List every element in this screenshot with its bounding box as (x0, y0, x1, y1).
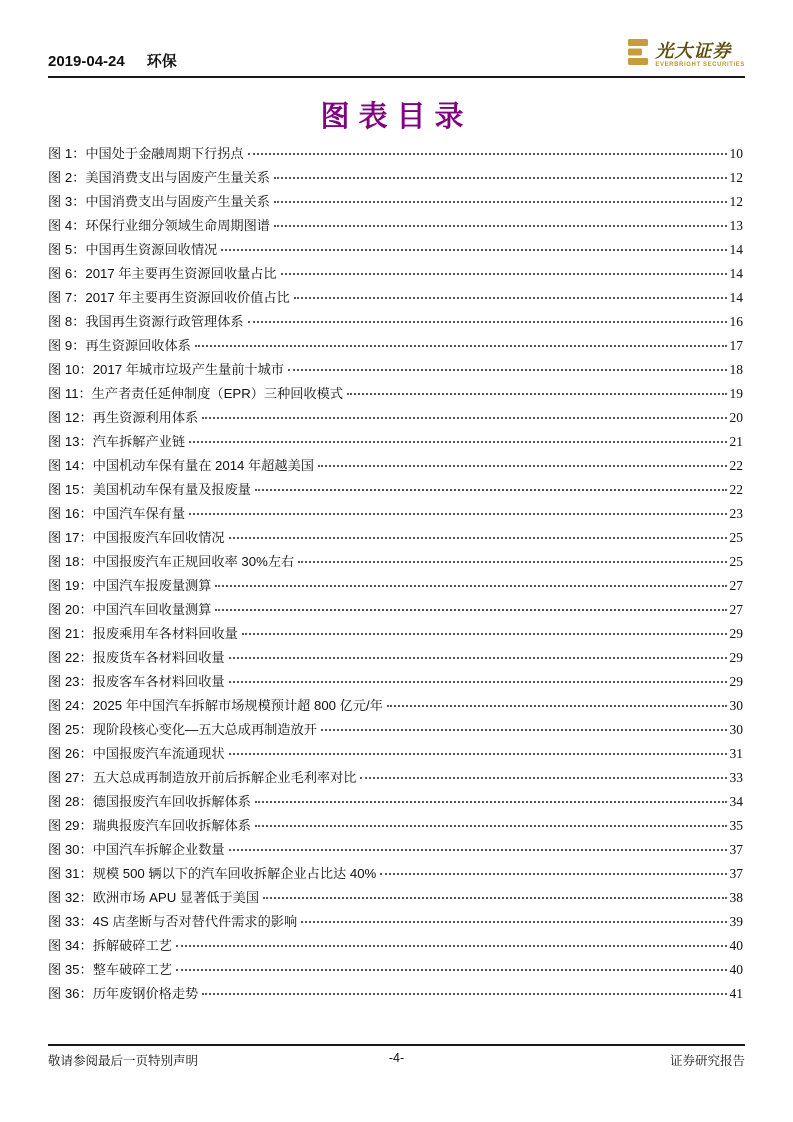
toc-dot-leader (360, 777, 726, 779)
toc-dot-leader (301, 921, 726, 923)
everbright-e-icon (627, 38, 650, 72)
toc-item[interactable] (48, 623, 743, 647)
toc-item-label: 图 36：历年废钢价格走势 (48, 986, 199, 1001)
toc-item-label: 图 12：再生资源利用体系 (48, 410, 199, 425)
toc-item-label: 图 9：再生资源回收体系 (48, 338, 191, 353)
toc-dot-leader (248, 321, 727, 323)
toc-item[interactable] (48, 167, 743, 191)
toc-item-label: 图 30：中国汽车拆解企业数量 (48, 842, 225, 857)
toc-item-page: 16 (729, 314, 743, 329)
toc-item-label: 图 3：中国消费支出与固废产生量关系 (48, 194, 270, 209)
toc-dot-leader (229, 657, 727, 659)
toc-item-label: 图 5：中国再生资源回收情况 (48, 242, 218, 257)
toc-item-page: 10 (729, 146, 743, 161)
toc-item-label: 图 34：拆解破碎工艺 (48, 938, 172, 953)
toc-item-label: 图 2：美国消费支出与固废产生量关系 (48, 170, 270, 185)
toc-item[interactable] (48, 791, 743, 815)
toc-item-label: 图 25：现阶段核心变化—五大总成再制造放开 (48, 722, 317, 737)
toc-item-label: 图 15：美国机动车保有量及报废量 (48, 482, 251, 497)
toc-item-page: 14 (729, 266, 743, 281)
footer-divider (48, 1044, 745, 1046)
toc-dot-leader (242, 633, 727, 635)
toc-item-label: 图 16：中国汽车保有量 (48, 506, 186, 521)
toc-dot-leader (255, 801, 727, 803)
toc-item-label: 图 31：规模 500 辆以下的汽车回收拆解企业占比达 40% (48, 866, 377, 881)
toc-item-page: 34 (729, 794, 743, 809)
toc-item-page: 37 (729, 866, 743, 881)
toc-dot-leader (263, 897, 726, 899)
toc-item-label: 图 14：中国机动车保有量在 2014 年超越美国 (48, 458, 314, 473)
brand-subtitle: EVERBRIGHT SECURITIES (655, 62, 745, 68)
toc-item-page: 35 (729, 818, 743, 833)
toc-item-page: 22 (729, 458, 743, 473)
toc-dot-leader (221, 249, 726, 251)
toc-item[interactable] (48, 599, 743, 623)
toc-item-page: 13 (729, 218, 743, 233)
toc-dot-leader (229, 849, 727, 851)
toc-item-page: 18 (729, 362, 743, 377)
toc-dot-leader (202, 993, 726, 995)
toc-dot-leader (298, 561, 726, 563)
brand-logo (627, 38, 745, 72)
toc-item-label: 图 17：中国报废汽车回收情况 (48, 530, 225, 545)
toc-item[interactable] (48, 479, 743, 503)
toc-item[interactable] (48, 383, 743, 407)
toc-item-label: 图 33：4S 店垄断与否对替代件需求的影响 (48, 914, 298, 929)
toc-item-page: 25 (729, 530, 743, 545)
toc-item-label: 图 26：中国报废汽车流通现状 (48, 746, 225, 761)
toc-item[interactable] (48, 935, 743, 959)
toc-item-page: 20 (729, 410, 743, 425)
toc-item-page: 27 (729, 602, 743, 617)
toc-item[interactable] (48, 287, 743, 311)
toc-dot-leader (215, 585, 726, 587)
toc-item[interactable] (48, 527, 743, 551)
toc-item-label: 图 35：整车破碎工艺 (48, 962, 172, 977)
toc-item[interactable] (48, 671, 743, 695)
toc-item-page: 19 (729, 386, 743, 401)
toc-item[interactable] (48, 767, 743, 791)
toc-item[interactable] (48, 911, 743, 935)
toc-dot-leader (318, 465, 727, 467)
page-header (48, 41, 745, 78)
toc-item[interactable] (48, 575, 743, 599)
toc-item[interactable] (48, 191, 743, 215)
toc-item[interactable] (48, 503, 743, 527)
toc-item-page: 31 (729, 746, 743, 761)
toc-item-page: 14 (729, 242, 743, 257)
toc-item-page: 22 (729, 482, 743, 497)
toc-item-label: 图 7：2017 年主要再生资源回收价值占比 (48, 290, 290, 305)
toc-item-page: 12 (729, 170, 743, 185)
toc-item[interactable] (48, 815, 743, 839)
toc-item-label: 图 32：欧洲市场 APU 显著低于美国 (48, 890, 260, 905)
toc-item-page: 39 (729, 914, 743, 929)
toc-item-label: 图 22：报废货车各材料回收量 (48, 650, 225, 665)
brand-text-block (655, 42, 745, 68)
toc-list (48, 143, 743, 1007)
toc-dot-leader (229, 681, 727, 683)
toc-item-page: 37 (729, 842, 743, 857)
toc-dot-leader (274, 225, 727, 227)
toc-dot-leader (255, 825, 727, 827)
toc-item[interactable] (48, 839, 743, 863)
page-number: -4- (388, 1051, 405, 1065)
toc-item[interactable] (48, 311, 743, 335)
toc-item-label: 图 10：2017 年城市垃圾产生量前十城市 (48, 362, 284, 377)
header-meta (48, 50, 177, 72)
toc-item-page: 29 (729, 626, 743, 641)
toc-item-label: 图 19：中国汽车报废量测算 (48, 578, 212, 593)
toc-item[interactable] (48, 551, 743, 575)
toc-dot-leader (195, 345, 727, 347)
toc-item-label: 图 27：五大总成再制造放开前后拆解企业毛利率对比 (48, 770, 357, 785)
toc-item-label: 图 29：瑞典报废汽车回收拆解体系 (48, 818, 251, 833)
report-sector: 环保 (146, 53, 177, 70)
footer-report-type: 证券研究报告 (670, 1051, 745, 1069)
toc-item[interactable] (48, 959, 743, 983)
toc-item-label: 图 20：中国汽车回收量测算 (48, 602, 212, 617)
toc-item-label: 图 24：2025 年中国汽车拆解市场规模预计超 800 亿元/年 (48, 698, 383, 713)
toc-item-page: 30 (729, 698, 743, 713)
toc-item-page: 27 (729, 578, 743, 593)
toc-item-page: 21 (729, 434, 743, 449)
toc-item[interactable] (48, 359, 743, 383)
toc-item[interactable] (48, 431, 743, 455)
toc-dot-leader (294, 297, 727, 299)
toc-item-page: 29 (729, 650, 743, 665)
toc-dot-leader (255, 489, 727, 491)
toc-dot-leader (176, 969, 727, 971)
toc-item-page: 25 (729, 554, 743, 569)
toc-item[interactable] (48, 239, 743, 263)
toc-item[interactable] (48, 863, 743, 887)
toc-item-page: 40 (729, 962, 743, 977)
toc-item-label: 图 13：汽车拆解产业链 (48, 434, 186, 449)
toc-item-label: 图 8：我国再生资源行政管理体系 (48, 314, 244, 329)
toc-item-label: 图 18：中国报废汽车正规回收率 30%左右 (48, 554, 295, 569)
toc-dot-leader (288, 369, 727, 371)
toc-dot-leader (281, 273, 727, 275)
toc-dot-leader (248, 153, 727, 155)
toc-item[interactable] (48, 887, 743, 911)
toc-item[interactable] (48, 695, 743, 719)
toc-dot-leader (189, 441, 726, 443)
toc-dot-leader (347, 393, 726, 395)
brand-name: 光大证券 (655, 41, 732, 61)
toc-item-page: 23 (729, 506, 743, 521)
toc-dot-leader (380, 873, 726, 875)
toc-dot-leader (321, 729, 727, 731)
toc-item-label: 图 1：中国处于金融周期下行拐点 (48, 146, 244, 161)
page-title: 图表目录 (320, 101, 473, 133)
toc-item-page: 12 (729, 194, 743, 209)
footer-disclaimer: 敬请参阅最后一页特别声明 (48, 1051, 198, 1069)
toc-dot-leader (229, 537, 727, 539)
toc-item-label: 图 21：报废乘用车各材料回收量 (48, 626, 238, 641)
toc-dot-leader (202, 417, 726, 419)
toc-item-page: 40 (729, 938, 743, 953)
toc-item-page: 30 (729, 722, 743, 737)
toc-item-label: 图 11：生产者责任延伸制度（EPR）三种回收模式 (48, 386, 344, 401)
toc-dot-leader (274, 177, 727, 179)
report-date: 2019-04-24 (48, 53, 125, 70)
toc-dot-leader (274, 201, 727, 203)
toc-dot-leader (229, 753, 727, 755)
toc-item-page: 38 (729, 890, 743, 905)
toc-item-label: 图 28：德国报废汽车回收拆解体系 (48, 794, 251, 809)
toc-dot-leader (387, 705, 727, 707)
toc-item[interactable] (48, 143, 743, 167)
toc-item-page: 41 (729, 986, 743, 1001)
toc-item[interactable] (48, 647, 743, 671)
toc-item-label: 图 23：报废客车各材料回收量 (48, 674, 225, 689)
toc-item[interactable] (48, 719, 743, 743)
toc-item[interactable] (48, 215, 743, 239)
toc-dot-leader (189, 513, 726, 515)
toc-item[interactable] (48, 455, 743, 479)
toc-dot-leader (176, 945, 727, 947)
toc-item-label: 图 4：环保行业细分领域生命周期图谱 (48, 218, 270, 233)
toc-dot-leader (215, 609, 726, 611)
toc-item[interactable] (48, 743, 743, 767)
toc-item[interactable] (48, 983, 743, 1007)
toc-item-page: 17 (729, 338, 743, 353)
toc-item-page: 14 (729, 290, 743, 305)
toc-item[interactable] (48, 335, 743, 359)
toc-item[interactable] (48, 263, 743, 287)
toc-item-page: 33 (729, 770, 743, 785)
toc-item-page: 29 (729, 674, 743, 689)
toc-item-label: 图 6：2017 年主要再生资源回收量占比 (48, 266, 277, 281)
page-footer (48, 1051, 745, 1069)
toc-item[interactable] (48, 407, 743, 431)
